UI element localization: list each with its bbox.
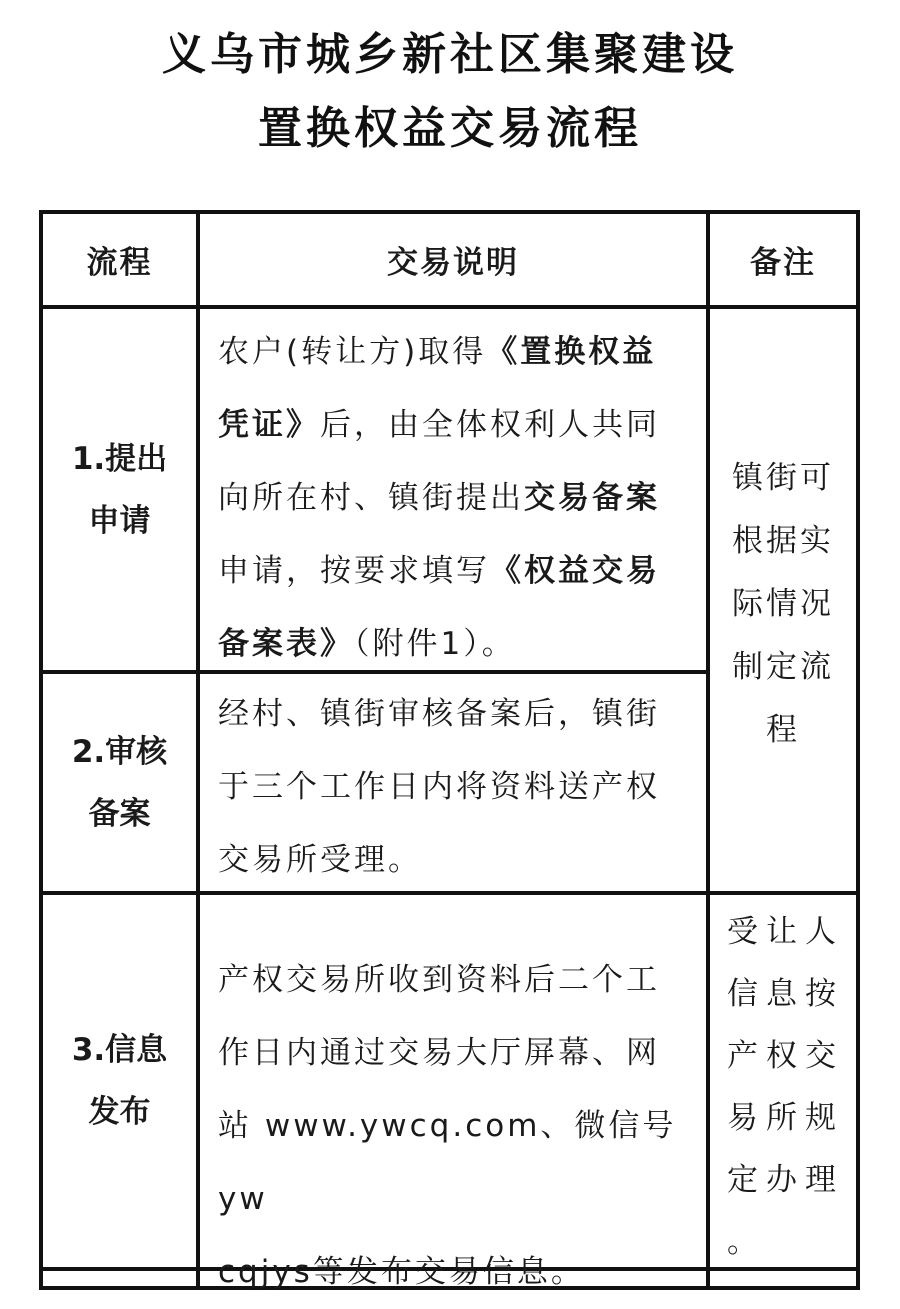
column-divider [196,214,200,1286]
desc-bold: 《置换权益 [486,334,657,370]
process-table [39,210,860,1290]
stage-2-description [218,678,703,897]
stage-2-line2: 备案 [88,795,151,832]
desc-bold: 备案表》 [218,626,354,662]
note-stages-1-2 [710,447,856,762]
stage-2-line1: 2.审核 [71,733,168,770]
stage-1 [43,309,196,670]
desc-text: 申请，按要求填写 [218,553,490,589]
header-process: 流程 [86,245,153,281]
header-remarks: 备注 [750,245,816,281]
desc-line: 于三个工作日内将资料送产权 [218,769,660,805]
stage-1-line1: 1.提出 [71,440,168,477]
note-line: 产权交 [727,1038,844,1074]
desc-bold: 交易备案 [524,480,660,516]
note-line: 际情况 [732,586,834,622]
desc-text: 农户(转让方)取得 [218,334,487,370]
desc-text: 向所在村、镇街提出 [218,480,524,516]
note-line: 。 [727,1224,766,1260]
stage-1-description [218,316,703,681]
desc-line: 作日内通过交易大厅屏幕、网 [218,1035,660,1071]
document-title-line1: 义乌市城乡新社区集聚建设 [162,29,738,80]
desc-line: 交易所受理。 [218,842,422,878]
note-line: 程 [766,712,800,748]
note-line: 定办理 [727,1162,844,1198]
document-title-line2: 置换权益交易流程 [258,103,642,154]
desc-line: 经村、镇街审核备案后，镇街 [218,696,660,732]
desc-bold: 凭证》 [218,407,320,443]
note-stage-3 [727,901,857,1273]
desc-text: 后，由全体权利人共同 [320,407,660,443]
stage-3-line1: 3.信息 [71,1032,168,1068]
note-line: 信息按 [727,976,844,1012]
desc-line: 产权交易所收到资料后二个工 [218,962,660,998]
desc-text: （附件1）。 [354,626,516,662]
note-line: 根据实 [732,523,834,559]
stage-2 [43,674,196,891]
stage-1-line2: 申请 [88,502,151,539]
stage-3 [43,895,196,1267]
stage-3-description [218,944,703,1309]
desc-line: 站 www.ywcq.com、微信号yw [218,1108,677,1217]
note-line: 制定流 [732,649,834,685]
desc-line: cqjys等发布交易信息。 [218,1254,585,1290]
header-description: 交易说明 [387,245,519,281]
note-line: 镇街可 [732,460,834,496]
note-line: 受让人 [727,914,844,950]
note-line: 易所规 [727,1100,844,1136]
stage-3-line2: 发布 [88,1094,151,1130]
desc-bold: 《权益交易 [490,553,660,589]
